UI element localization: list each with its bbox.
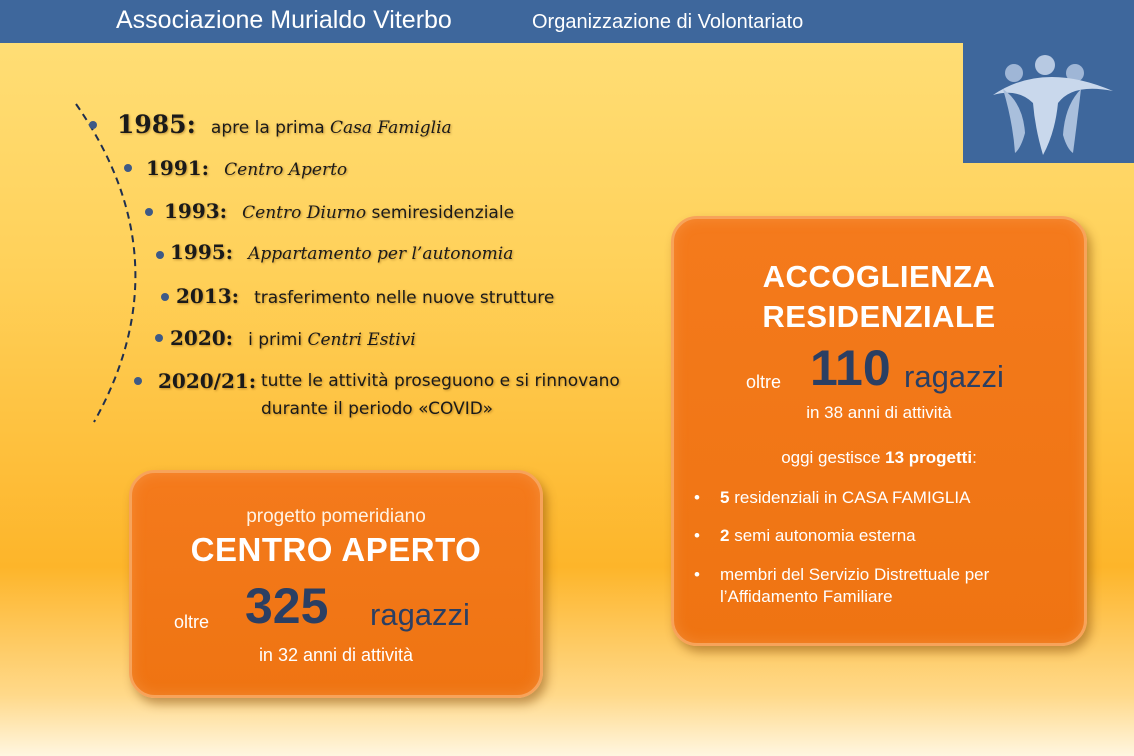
timeline-text-line2: durante il periodo «COVID» — [261, 399, 493, 419]
timeline-dot — [161, 293, 169, 301]
bullet-text: residenziali in CASA FAMIGLIA — [734, 488, 971, 507]
bullet-icon: • — [694, 565, 700, 584]
bullet-icon: • — [694, 526, 700, 545]
accoglienza-residenziale-card — [671, 216, 1087, 646]
timeline-item-2020-21 — [158, 369, 256, 393]
count-unit: ragazzi — [370, 597, 470, 632]
list-item — [694, 488, 970, 508]
children-count: 110 — [810, 340, 891, 396]
timeline-text: trasferimento nelle nuove strutture — [254, 288, 555, 308]
organization-title: Associazione Murialdo Viterbo — [116, 6, 452, 34]
timeline-year: 2020/21: — [158, 369, 257, 393]
timeline-item-2013 — [176, 284, 554, 308]
timeline-dot — [156, 251, 164, 259]
timeline-dot — [134, 377, 142, 385]
timeline-year: 1991: — [146, 156, 210, 180]
projects-prefix: oggi gestisce — [781, 448, 881, 467]
list-item — [694, 565, 989, 585]
timeline-text-italic: Appartamento per l’autonomia — [248, 244, 514, 264]
timeline-year: 1995: — [170, 240, 234, 264]
children-count: 325 — [245, 578, 329, 634]
centro-aperto-card — [129, 470, 543, 698]
bullet-count: 2 — [720, 526, 730, 545]
timeline-item-1991 — [146, 156, 347, 180]
timeline-dot — [155, 334, 163, 342]
projects-suffix: : — [972, 448, 977, 467]
timeline-year: 1993: — [164, 199, 228, 223]
timeline-year: 2013: — [176, 284, 240, 308]
projects-summary — [674, 448, 1084, 468]
timeline-item-1993 — [164, 199, 514, 223]
timeline-text: apre la prima — [210, 118, 325, 138]
residential-title-line2: RESIDENZIALE — [762, 299, 996, 334]
timeline-dot — [145, 208, 153, 216]
list-item — [694, 526, 916, 546]
residential-duration: in 38 anni di attività — [806, 403, 952, 422]
timeline-text: semiresidenziale — [371, 203, 515, 223]
timeline-year: 2020: — [170, 326, 234, 350]
timeline-text-italic: Centro Diurno — [242, 203, 367, 223]
bullet-count: 5 — [720, 488, 730, 507]
bullet-text-line2: l’Affidamento Familiare — [720, 587, 893, 606]
timeline-item-2020 — [170, 326, 416, 350]
timeline-dot — [124, 164, 132, 172]
count-unit: ragazzi — [904, 359, 1004, 394]
bullet-icon: • — [694, 488, 700, 507]
bullet-text: semi autonomia esterna — [734, 526, 916, 545]
project-label: progetto pomeridiano — [246, 506, 426, 527]
projects-count: 13 progetti — [885, 448, 973, 467]
timeline-text: tutte le attività proseguono e si rinnovano — [261, 371, 620, 391]
project-title: CENTRO APERTO — [190, 531, 482, 568]
count-prefix: oltre — [174, 612, 210, 632]
timeline-text-italic: Casa Famiglia — [330, 118, 452, 138]
organization-subtitle: Organizzazione di Volontariato — [532, 11, 804, 33]
timeline-text-italic: Centro Aperto — [224, 160, 348, 180]
residential-title-line1: ACCOGLIENZA — [762, 259, 996, 294]
bullet-text: membri del Servizio Distrettuale per — [720, 565, 990, 584]
timeline-item-1985 — [117, 110, 452, 139]
project-duration: in 32 anni di attività — [258, 645, 414, 665]
timeline-dot — [89, 121, 97, 129]
timeline-text-italic: Centri Estivi — [307, 330, 416, 350]
timeline-item-1995 — [170, 240, 513, 264]
logo — [963, 43, 1134, 163]
timeline-year: 1985: — [117, 110, 196, 139]
count-prefix: oltre — [746, 372, 782, 392]
murialdo-logo-icon — [963, 43, 1134, 163]
timeline-text: i primi — [248, 330, 303, 350]
